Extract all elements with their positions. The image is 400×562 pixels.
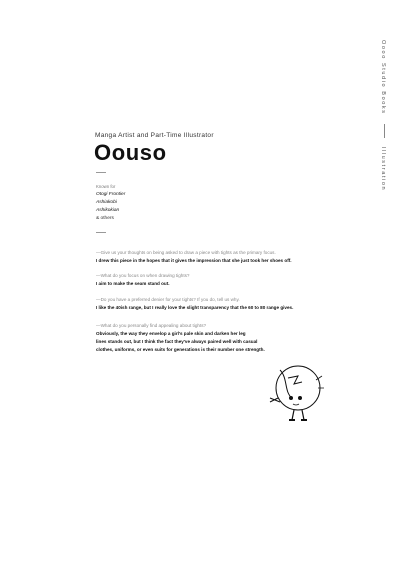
side-divider bbox=[384, 124, 385, 138]
question: —What do you focus on when drawing tights? bbox=[96, 273, 190, 278]
divider bbox=[96, 172, 106, 173]
known-for-work: Ashiakobi bbox=[96, 200, 117, 205]
qa-item bbox=[96, 296, 336, 312]
answer: lines stands out, but I think the fact they've always paired well with casual bbox=[96, 339, 258, 344]
question: —Do you have a preferred denier for your tights? If you do, tell us why. bbox=[96, 297, 240, 302]
qa-item bbox=[96, 249, 336, 265]
answer: I drew this piece in the hopes that it gives the impression that she just took her shoes off. bbox=[96, 258, 292, 263]
qa-item bbox=[96, 272, 336, 288]
known-for-section bbox=[96, 183, 125, 223]
question: —Give us your thoughts on being asked to draw a piece with tights as the primary focus. bbox=[96, 250, 276, 255]
known-for-work: Otogi Frontier bbox=[96, 192, 126, 197]
side-text-category: Illustration bbox=[380, 146, 386, 192]
side-vertical-text bbox=[380, 40, 386, 191]
artist-role: Manga Artist and Part-Time Illustrator bbox=[95, 132, 214, 139]
artist-doodle-illustration bbox=[258, 358, 328, 428]
qa-item bbox=[96, 322, 336, 354]
answer: clothes, uniforms, or even suits for generations is their number one strength. bbox=[96, 347, 265, 352]
known-for-others: & others bbox=[96, 216, 114, 221]
side-text-publisher: Oooo Studio Books bbox=[380, 40, 386, 115]
known-for-label: Known for bbox=[96, 184, 116, 189]
answer: I like the 40ish range, but I really love the slight transparency that the 60 to 80 range gives. bbox=[96, 305, 294, 310]
answer: Obviously, the way they envelop a girl's pale skin and darken her leg bbox=[96, 331, 246, 336]
answer: I aim to make the seam stand out. bbox=[96, 281, 170, 286]
divider bbox=[96, 232, 106, 233]
artist-name: Oouso bbox=[94, 140, 167, 165]
known-for-work: Ashikokian bbox=[96, 208, 120, 213]
question: —What do you personally find appealing about tights? bbox=[96, 323, 207, 328]
